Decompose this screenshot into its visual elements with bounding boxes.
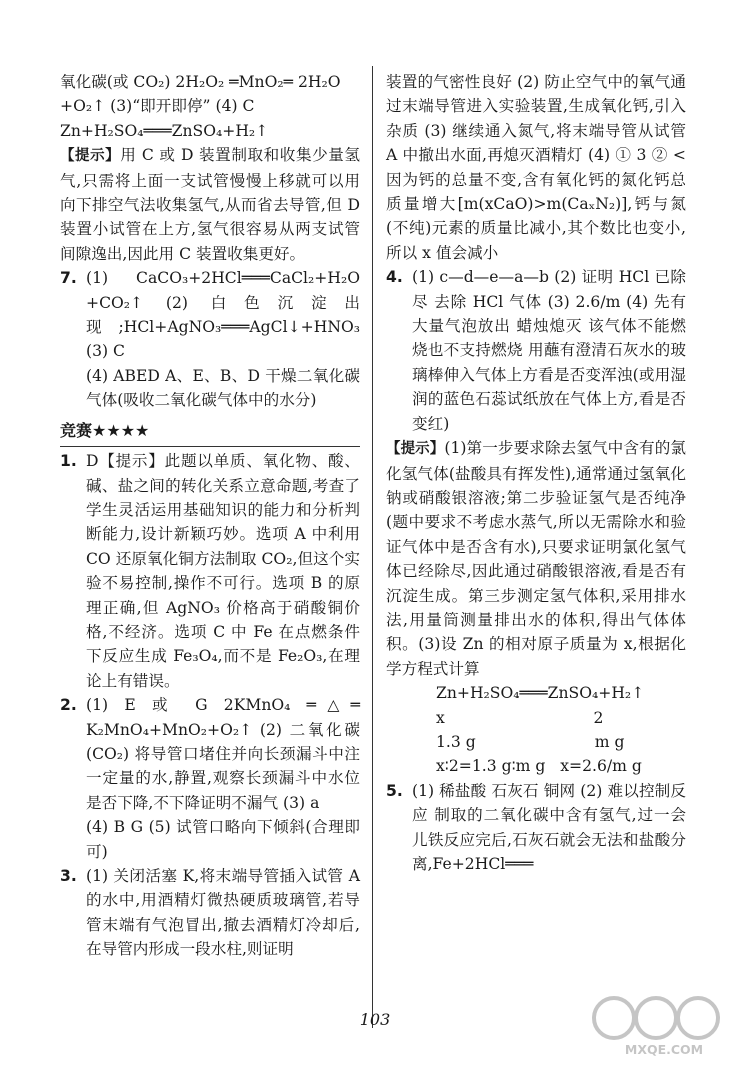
hint-label: 【提示】	[60, 148, 121, 165]
answer-item	[60, 693, 360, 864]
text-line: 装置的气密性良好 (2) 防止空气中的氧气通过末端导管进入实验装置,生成氧化钙,引入杂质 (3) 继续通入氮气,将末端导管从试管 A 中撤出水面,再熄灭酒精灯 (4) ① 3 ② < 因为钙的总量不变,含有氧化钙的氮化钙总质量增大[m(xCaO)>m(CaₓN₂)],钙与氮(不纯)元素的质量比减小,其个数比也变小,所以 x 值会减小	[386, 73, 686, 262]
left-column	[60, 70, 360, 962]
section-heading: 竞赛★★★★	[60, 419, 360, 447]
text-line: (1) CaCO₃+2HCl═══CaCl₂+H₂O +CO₂↑ (2) 白色沉淀出现;HCl+AgNO₃═══AgCl↓+HNO₃ (3) C	[86, 269, 360, 361]
text-line: 用 C 或 D 装置制取和收集少量氢气,只需将上面一支试管慢慢上移就可以用向下排空气法收集氢气,从而省去导管,但 D 装置小试管在上方,氢气很容易从两支试管间隙逸出,因此用 C 装置收集更好。	[60, 146, 360, 263]
item-number: 7.	[60, 269, 77, 288]
item-number: 5.	[386, 781, 403, 800]
answer-item	[386, 779, 686, 877]
continued-text	[386, 70, 686, 265]
text-line: +O₂↑ (3)“即开即停” (4) C	[60, 97, 255, 116]
text-line: x 2	[436, 708, 604, 727]
text-line: (1) 稀盐酸 石灰石 铜网 (2) 难以控制反应 制取的二氧化碳中含有氢气,过一会儿铁反应完后,石灰石就会无法和盐酸分离,Fe+2HCl═══	[412, 781, 686, 873]
item-number: 3.	[60, 867, 77, 885]
watermark-text: MXQE.COM	[624, 1042, 704, 1057]
hint-paragraph	[60, 143, 360, 266]
text-line: Zn+H₂SO₄═══ZnSO₄+H₂↑	[436, 684, 645, 703]
item-number: 1.	[60, 452, 77, 471]
watermark-logo	[584, 992, 744, 1058]
hint-label: 【提示】	[386, 441, 445, 458]
answer-item	[60, 266, 360, 412]
text-line: x∶2=1.3 g∶m g x=2.6/m g	[436, 757, 642, 776]
text-line: Zn+H₂SO₄═══ZnSO₄+H₂↑	[60, 121, 269, 140]
text-line: 1.3 g m g	[436, 732, 625, 751]
page-number: 103	[359, 1010, 391, 1029]
text-line: (4) ABED A、E、B、D 干燥二氧化碳气体(吸收二氧化碳气体中的水分)	[86, 366, 360, 410]
equation-block	[386, 681, 686, 779]
right-column	[386, 70, 686, 876]
hint-paragraph	[386, 436, 686, 681]
answer-item	[60, 864, 360, 962]
continued-text	[60, 70, 360, 143]
answer-item	[386, 265, 686, 436]
item-number: 2.	[60, 696, 77, 715]
text-line: (4) B G (5) 试管口略向下倾斜(合理即可)	[86, 818, 360, 861]
column-divider	[372, 66, 373, 1028]
answer-item	[60, 449, 360, 693]
text-line: (1) E 或 G 2KMnO₄ ═△═ K₂MnO₄+MnO₂+O₂↑ (2) 二氧化碳(CO₂) 将导管口堵住并向长颈漏斗中注一定量的水,静置,观察长颈漏斗中水位是否下降,不下降证明不漏气 (3) a	[86, 696, 360, 812]
text-line: D【提示】此题以单质、氧化物、酸、碱、盐之间的转化关系立意命题,考查了学生灵活运用基础知识的能力和分析判断能力,设计新颖巧妙。选项 A 中利用 CO 还原氧化铜方法制取 CO₂,但这个实验不易控制,操作不可行。选项 B 的原理正确,但 AgNO₃ 价格高于硝酸铜价格,不经济。选项 C 中 Fe 在点燃条件下反应生成 Fe₃O₄,而不是 Fe₂O₃,在理论上有错误。	[86, 452, 360, 690]
text-line: 氧化碳(或 CO₂) 2H₂O₂ ═MnO₂═ 2H₂O	[60, 73, 341, 91]
text-line: (1)第一步要求除去氢气中含有的氯化氢气体(盐酸具有挥发性),通常通过氢氧化钠或硝酸银溶液;第二步验证氢气是否纯净(题中要求不考虑水蒸气,所以无需除水和验证气体中是否含有水),只要求证明氯化氢气体已经除尽,因此通过硝酸银溶液,看是否有沉淀生成。第三步测定氢气体积,采用排水法,用量筒测量排出水的体积,得出气体体积。(3)设 Zn 的相对原子质量为 x,根据化学方程式计算	[386, 439, 687, 678]
text-line: (1) c—d—e—a—b (2) 证明 HCl 已除尽 去除 HCl 气体 (3) 2.6/m (4) 先有大量气泡放出 蜡烛熄灭 该气体不能燃烧也不支持燃烧 用蘸有澄清石灰水的玻璃棒伸入气体上方看是否变浑浊(或用湿润的蓝色石蕊试纸放在气体上方,看是否变红)	[412, 268, 686, 433]
text-line: (1) 关闭活塞 K,将末端导管插入试管 A 的水中,用酒精灯微热硬质玻璃管,若导管末端有气泡冒出,撤去酒精灯冷却后,在导管内形成一段水柱,则证明	[86, 867, 360, 959]
item-number: 4.	[386, 268, 403, 287]
